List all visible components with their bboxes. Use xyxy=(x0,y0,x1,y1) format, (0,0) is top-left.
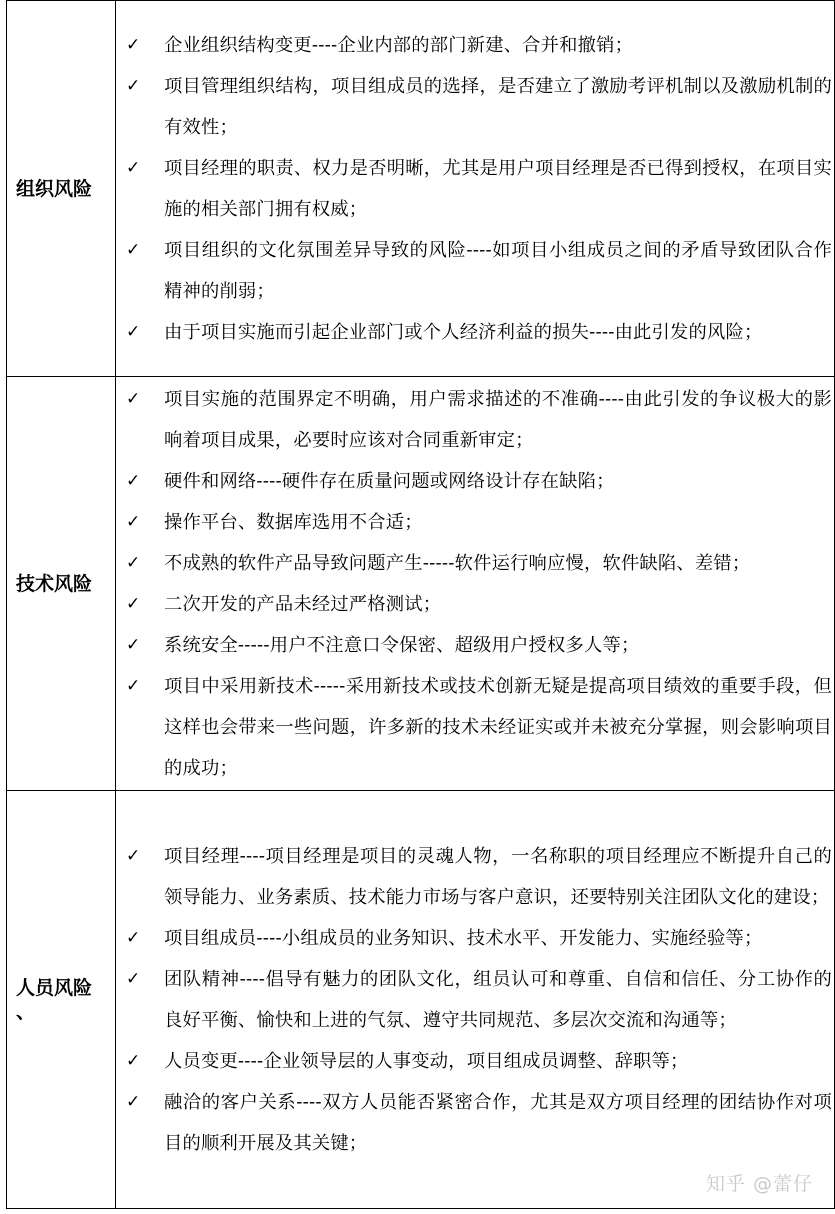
check-icon: ✓ xyxy=(126,470,141,491)
list-item xyxy=(116,148,834,230)
check-icon: ✓ xyxy=(126,1091,141,1112)
section-row-personnel xyxy=(7,791,835,1209)
check-icon: ✓ xyxy=(126,845,141,866)
list-item-text: 融洽的客户关系----双方人员能否紧密合作，尤其是双方项目经理的团结协作对项目的顺利开展及其关键； xyxy=(164,1091,832,1154)
list-item-text: 人员变更----企业领导层的人事变动，项目组成员调整、辞职等； xyxy=(164,1050,689,1072)
category-cell xyxy=(7,1,116,377)
items-cell xyxy=(116,791,835,1209)
section-row-organization xyxy=(7,1,835,377)
list-item xyxy=(116,625,834,666)
risk-item-list xyxy=(116,379,834,789)
list-item xyxy=(116,66,834,148)
check-icon: ✓ xyxy=(126,634,141,655)
list-item-text: 项目管理组织结构，项目组成员的选择，是否建立了激励考评机制以及激励机制的有效性； xyxy=(164,75,832,138)
list-item-text: 项目经理----项目经理是项目的灵魂人物，一名称职的项目经理应不断提升自己的领导能力、业务素质、技术能力市场与客户意识，还要特别关注团队文化的建设； xyxy=(164,845,832,908)
list-item-text: 项目经理的职责、权力是否明晰，尤其是用户项目经理是否已得到授权，在项目实施的相关部门拥有权威； xyxy=(164,157,832,220)
check-icon: ✓ xyxy=(126,593,141,614)
risk-item-list xyxy=(116,836,834,1164)
list-item-text: 项目组成员----小组成员的业务知识、技术水平、开发能力、实施经验等； xyxy=(164,927,763,949)
check-icon: ✓ xyxy=(126,321,141,342)
check-icon: ✓ xyxy=(126,511,141,532)
check-icon: ✓ xyxy=(126,968,141,989)
list-item-text: 系统安全-----用户不注意口令保密、超级用户授权多人等； xyxy=(164,634,640,656)
list-item xyxy=(116,1041,834,1082)
check-icon: ✓ xyxy=(126,927,141,948)
check-icon: ✓ xyxy=(126,388,141,409)
list-item-text: 项目组织的文化氛围差异导致的风险----如项目小组成员之间的矛盾导致团队合作精神的削弱； xyxy=(164,239,832,302)
category-label-personnel: 人员风险 、 xyxy=(16,976,93,1023)
category-label-technical: 技术风险 xyxy=(16,572,93,595)
check-icon: ✓ xyxy=(126,675,141,696)
list-item xyxy=(116,918,834,959)
items-cell xyxy=(116,377,835,791)
list-item xyxy=(116,836,834,918)
list-item xyxy=(116,584,834,625)
check-icon: ✓ xyxy=(126,552,141,573)
list-item xyxy=(116,379,834,461)
category-cell xyxy=(7,377,116,791)
list-item xyxy=(116,543,834,584)
list-item xyxy=(116,959,834,1041)
items-cell xyxy=(116,1,835,377)
category-label-organization: 组织风险 xyxy=(16,177,93,200)
check-icon: ✓ xyxy=(126,157,141,178)
section-row-technical xyxy=(7,377,835,791)
check-icon: ✓ xyxy=(126,34,141,55)
list-item xyxy=(116,502,834,543)
list-item xyxy=(116,25,834,66)
check-icon: ✓ xyxy=(126,75,141,96)
list-item-text: 硬件和网络----硬件存在质量问题或网络设计存在缺陷； xyxy=(164,470,615,492)
list-item xyxy=(116,1082,834,1164)
list-item-text: 二次开发的产品未经过严格测试； xyxy=(164,593,442,615)
check-icon: ✓ xyxy=(126,239,141,260)
list-item xyxy=(116,666,834,789)
list-item-text: 团队精神----倡导有魅力的团队文化，组员认可和尊重、自信和信任、分工协作的良好平衡、愉快和上进的气氛、遵守共同规范、多层次交流和沟通等； xyxy=(164,968,832,1031)
list-item xyxy=(116,230,834,312)
list-item-text: 项目中采用新技术-----采用新技术或技术创新无疑是提高项目绩效的重要手段，但这样也会带来一些问题，许多新的技术未经证实或并未被充分掌握，则会影响项目的成功； xyxy=(164,675,832,779)
list-item-text: 不成熟的软件产品导致问题产生-----软件运行响应慢，软件缺陷、差错； xyxy=(164,552,751,574)
list-item xyxy=(116,312,834,353)
watermark: 知乎 @蕾仔 xyxy=(705,1173,813,1195)
category-cell xyxy=(7,791,116,1209)
list-item-text: 项目实施的范围界定不明确，用户需求描述的不准确----由此引发的争议极大的影响着项目成果，必要时应该对合同重新审定； xyxy=(164,388,832,451)
list-item-text: 由于项目实施而引起企业部门或个人经济利益的损失----由此引发的风险； xyxy=(164,321,763,343)
risk-table xyxy=(6,0,835,1209)
check-icon: ✓ xyxy=(126,1050,141,1071)
list-item-text: 企业组织结构变更----企业内部的部门新建、合并和撤销； xyxy=(164,34,634,56)
list-item xyxy=(116,461,834,502)
list-item-text: 操作平台、数据库选用不合适； xyxy=(164,511,423,533)
risk-item-list xyxy=(116,25,834,353)
